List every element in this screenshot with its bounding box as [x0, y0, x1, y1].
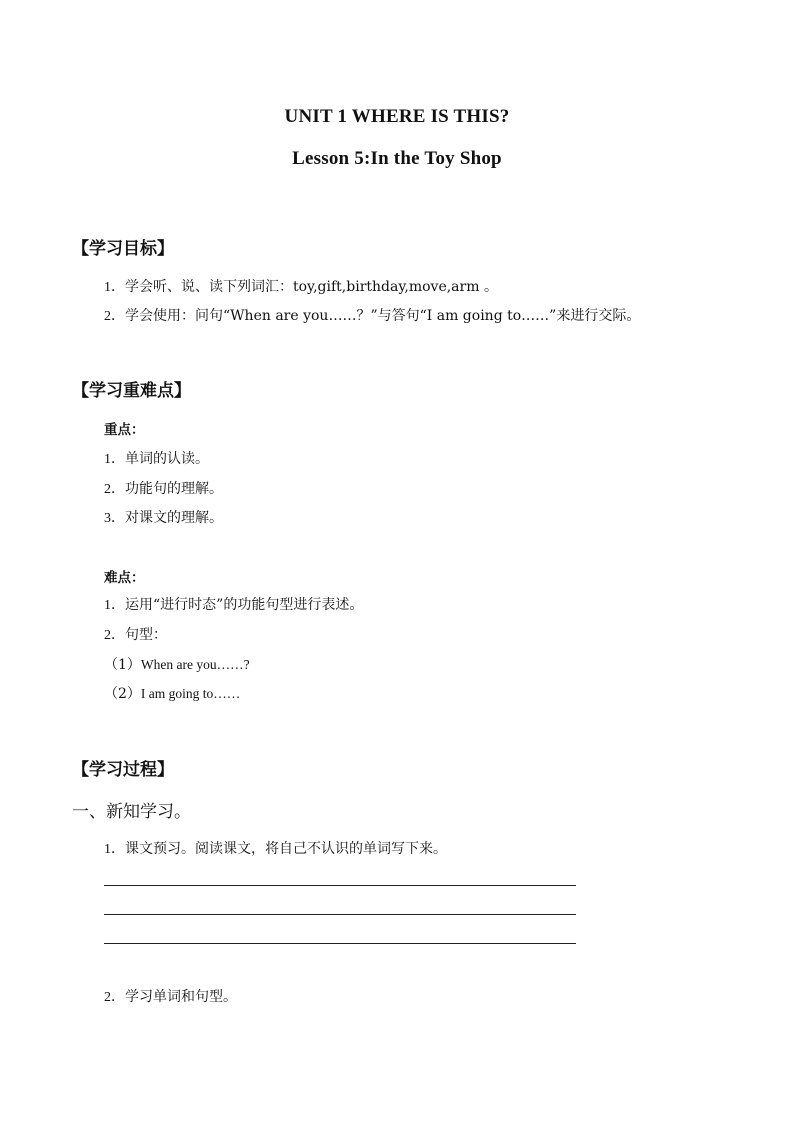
step-1	[104, 838, 447, 858]
part-one-heading: 一、新知学习。	[72, 802, 191, 822]
pattern-item-1	[104, 654, 250, 674]
answer-line-1[interactable]	[104, 885, 576, 886]
objective-number: 2．	[104, 309, 125, 324]
focus-item-1	[104, 448, 209, 468]
difficulty-item-2	[104, 624, 167, 644]
step-text: 课文预习。阅读课文，将自己不认识的单词写下来。	[125, 841, 447, 857]
unit-title: UNIT 1 WHERE IS THIS?	[284, 106, 510, 127]
answer-line-3[interactable]	[104, 943, 576, 944]
pattern-text: I am going to……	[140, 686, 241, 701]
objective-item-1	[104, 276, 498, 296]
pattern-number: （2）	[104, 686, 141, 702]
step-number: 1．	[104, 842, 125, 857]
objectives-heading: 【学习目标】	[72, 239, 174, 259]
difficulty-label: 难点：	[104, 570, 145, 586]
focus-number: 3．	[104, 511, 125, 526]
pattern-item-2	[104, 683, 240, 703]
focus-number: 2．	[104, 482, 125, 497]
focus-text: 功能句的理解。	[125, 481, 223, 497]
key-points-heading: 【学习重难点】	[72, 381, 191, 401]
difficulty-item-1	[104, 594, 363, 614]
focus-item-2	[104, 478, 223, 498]
step-number: 2．	[104, 990, 125, 1005]
objective-text: 学会使用：问句“When are you……？”与答句“I am going to……”来进行交际。	[125, 308, 641, 324]
objective-item-2	[104, 305, 640, 325]
objective-number: 1．	[104, 280, 125, 295]
difficulty-number: 2．	[104, 628, 125, 643]
lesson-title: Lesson 5:In the Toy Shop	[292, 148, 502, 169]
difficulty-number: 1．	[104, 598, 125, 613]
difficulty-text: 运用“进行时态”的功能句型进行表述。	[125, 597, 364, 613]
pattern-text: When are you……?	[140, 657, 250, 672]
difficulty-text: 句型：	[125, 627, 167, 643]
objective-text: 学会听、说、读下列词汇：toy,gift,birthday,move,arm 。	[125, 279, 498, 295]
focus-number: 1．	[104, 452, 125, 467]
focus-text: 单词的认读。	[125, 451, 209, 467]
focus-text: 对课文的理解。	[125, 510, 223, 526]
step-text: 学习单词和句型。	[125, 989, 237, 1005]
focus-label: 重点：	[104, 422, 145, 438]
step-2	[104, 986, 237, 1006]
process-heading: 【学习过程】	[72, 760, 174, 780]
answer-line-2[interactable]	[104, 914, 576, 915]
pattern-number: （1）	[104, 657, 141, 673]
focus-item-3	[104, 507, 223, 527]
